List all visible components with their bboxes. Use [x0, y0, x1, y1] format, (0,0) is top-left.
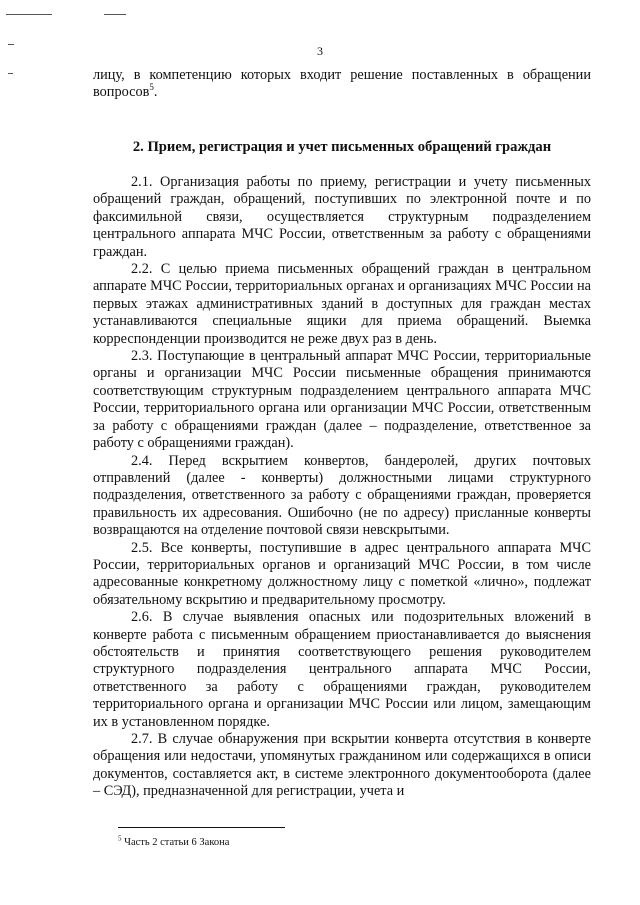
paragraph-2-7: 2.7. В случае обнаружения при вскрытии конверта отсутствия в конверте обращения или недостачи, упомянутых гражданином или содержащихся в описи документов, составляется акт, в системе электронного документооборота (далее – СЭД), предназначенной для регистрации, учета и — [93, 731, 591, 800]
intro-paragraph — [93, 67, 591, 102]
footnote-reference: 5 — [149, 82, 154, 93]
paragraph-2-3: 2.3. Поступающие в центральный аппарат МЧС России, территориальные органы и организации МЧС России письменные обращения принимаются соответствующим структурным подразделением центрального аппарата МЧС России, территориального органа или организации МЧС России, ответственным за работу с обращениями граждан (далее – подразделение, ответственное за работу с обращениями граждан). — [93, 348, 591, 452]
paragraph-2-2: 2.2. С целью приема письменных обращений граждан в центральном аппарате МЧС России, территориальных органах и организациях МЧС России на первых этажах административных зданий в доступных для граждан местах устанавливаются специальные ящики для приема обращений. Выемка корреспонденции производится не реже двух раз в день. — [93, 261, 591, 347]
footnote-separator — [118, 827, 285, 828]
intro-end: . — [153, 84, 158, 101]
section-body — [93, 174, 591, 801]
paragraph-2-4: 2.4. Перед вскрытием конвертов, бандеролей, других почтовых отправлений (далее - конверты) должностными лицами структурного подразделения, ответственного за работу с обращениями граждан, проверяется правильность их адресования. Ошибочно (не по адресу) присланные конверты возвращаются на отделение почтовой связи невскрытыми. — [93, 452, 591, 539]
paragraph-2-5: 2.5. Все конверты, поступившие в адрес центрального аппарата МЧС России, территориальных органов и организаций МЧС России, в том числе адресованные конкретному должностному лицу с пометкой «лично», подлежат обязательному вскрытию и предварительному просмотру. — [93, 539, 591, 608]
footnote — [118, 836, 229, 849]
paragraph-2-6: 2.6. В случае выявления опасных или подозрительных вложений в конверте работа с письменным обращением приостанавливается до выяснения обстоятельств и принятия соответствующего решения руководителем структурного подразделения центрального аппарата МЧС России, ответственного за работу с обращениями граждан, руководителем территориального органа и организации МЧС России или лицом, замещающим их в установленном порядке. — [93, 609, 591, 730]
section-heading: 2. Прием, регистрация и учет письменных обращений граждан — [132, 139, 552, 155]
scan-artifact — [6, 14, 52, 15]
scan-artifact — [8, 73, 13, 74]
page-number: 3 — [317, 44, 323, 58]
paragraph-2-1: 2.1. Организация работы по приему, регистрации и учету письменных обращений граждан, обращений, поступивших по электронной почте и по факсимильной связи, осуществляется структурным подразделением центрального аппарата МЧС России, ответственным за работу с обращениями граждан. — [93, 174, 591, 260]
footnote-text: Часть 2 статьи 6 Закона — [124, 837, 230, 848]
scan-artifact — [104, 14, 126, 15]
footnote-number: 5 — [118, 834, 122, 843]
intro-text: лицу, в компетенцию которых входит решение поставленных в обращении вопросов — [93, 67, 591, 101]
